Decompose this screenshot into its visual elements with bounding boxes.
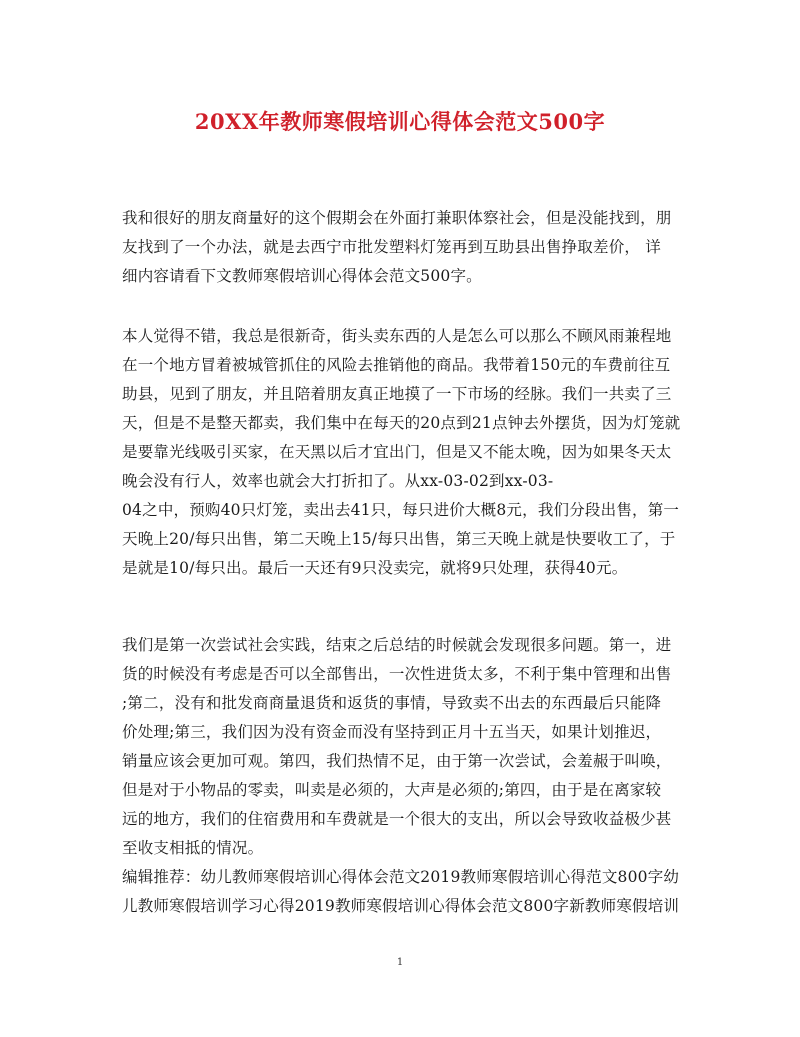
text-line: 销量应该会更加可观。第四，我们热情不足，由于第一次尝试，会羞赧于叫唤， — [122, 752, 672, 770]
text-line: 是要靠光线吸引买家，在天黑以后才宜出门，但是又不能太晚，因为如果冬天太 — [122, 443, 672, 461]
text-line: 我和很好的朋友商量好的这个假期会在外面打兼职体察社会，但是没能找到，朋 — [122, 209, 672, 227]
text-line: 我们是第一次尝试社会实践，结束之后总结的时候就会发现很多问题。第一，进 — [122, 636, 672, 654]
page-number: 1 — [396, 957, 404, 968]
text-line: 是就是10/每只出。最后一天还有9只没卖完，就将9只处理，获得40元。 — [122, 559, 628, 577]
text-line: 货的时候没有考虑是否可以全部售出，一次性进货太多，不利于集中管理和出售 — [122, 665, 672, 683]
text-line: 至收支相抵的情况。 — [122, 839, 264, 857]
text-line: 天，但是不是整天都卖，我们集中在每天的20点到21点钟去外摆货，因为灯笼就 — [122, 414, 681, 432]
text-line: 天晚上20/每只出售，第二天晚上15/每只出售，第三天晚上就是快要收工了，于 — [122, 530, 676, 548]
text-line: 04之中，预购40只灯笼，卖出去41只，每只进价大概8元，我们分段出售，第一 — [122, 501, 680, 519]
text-line: 编辑推荐：幼儿教师寒假培训心得体会范文2019教师寒假培训心得范文800字幼 — [122, 868, 680, 886]
text-line: ;第二，没有和批发商商量退货和返货的事情，导致卖不出去的东西最后只能降 — [122, 694, 662, 712]
text-line: 助县，见到了朋友，并且陪着朋友真正地摸了一下市场的经脉。我们一共卖了三 — [122, 385, 672, 403]
text-line: 远的地方，我们的住宿费用和车费就是一个很大的支出，所以会导致收益极少甚 — [122, 810, 672, 828]
paragraph-intro — [122, 204, 680, 291]
text-line: 本人觉得不错，我总是很新奇，街头卖东西的人是怎么可以那么不顾风雨兼程地 — [122, 327, 672, 345]
paragraph-summary — [122, 631, 680, 921]
text-line: 在一个地方冒着被城管抓住的风险去推销他的商品。我带着150元的车费前往互 — [122, 356, 671, 374]
text-line: 晚会没有行人，效率也就会大打折扣了。从xx-03-02到xx-03- — [122, 472, 554, 490]
text-line: 细内容请看下文教师寒假培训心得体会范文500字。 — [122, 267, 482, 285]
text-line: 但是对于小物品的零卖，叫卖是必须的，大声是必须的;第四，由于是在离家较 — [122, 781, 662, 799]
document-title: 20XX年教师寒假培训心得体会范文500字 — [194, 109, 606, 134]
text-line: 友找到了一个办法，就是去西宁市批发塑料灯笼再到互助县出售挣取差价， 详 — [122, 238, 661, 256]
text-line: 价处理;第三，我们因为没有资金而没有坚持到正月十五当天，如果计划推迟， — [122, 723, 662, 741]
paragraph-experience — [122, 322, 680, 583]
text-line: 儿教师寒假培训学习心得2019教师寒假培训心得体会范文800字新教师寒假培训 — [122, 897, 680, 915]
